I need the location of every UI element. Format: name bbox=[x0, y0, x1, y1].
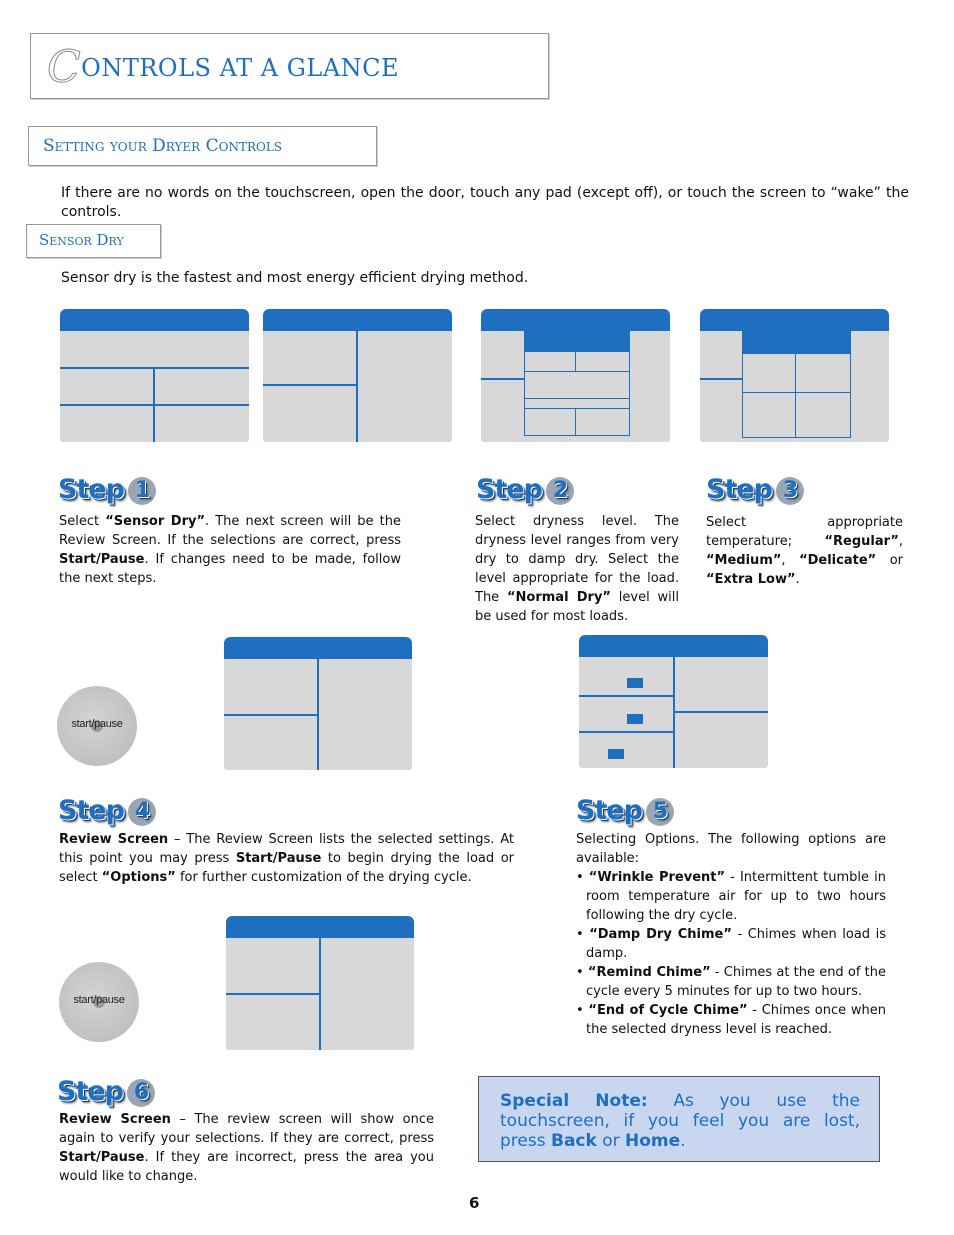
option-checkbox[interactable] bbox=[627, 678, 643, 688]
sensor-intro-text: Sensor dry is the fastest and most energy efficient drying method. bbox=[61, 270, 529, 286]
options-list bbox=[576, 868, 886, 1039]
screen-header-bar bbox=[224, 637, 412, 659]
screen-header-bar bbox=[263, 309, 452, 331]
screen-header-bar bbox=[579, 635, 768, 657]
step-6-text: Review Screen – The review screen will show once again to verify your selections. If they are correct, press Start/Pause. If they are incorrect, press the area you would like to change. bbox=[59, 1112, 434, 1184]
start-pause-knob-2[interactable] bbox=[59, 962, 139, 1042]
screen-header-bar bbox=[60, 309, 249, 331]
step-2-heading: Step 2 bbox=[476, 474, 574, 505]
step-2-text: Select dryness level. The dryness level ranges from very dry to damp dry. Select the level appropriate for the load. The “Normal Dry” level will be used for most loads. bbox=[475, 514, 679, 624]
screen-divider bbox=[319, 938, 321, 1050]
section-title-box bbox=[28, 126, 377, 166]
panel-header bbox=[743, 330, 850, 354]
step-4-text: Review Screen – The Review Screen lists the selected settings. At this point you may press Start/Pause to begin drying the load or select “Options” for further customization of the drying cycle. bbox=[59, 832, 514, 885]
step-5-intro: Selecting Options. The following options are available: bbox=[576, 832, 886, 866]
start-pause-knob[interactable] bbox=[57, 686, 137, 766]
screen-divider bbox=[673, 711, 768, 713]
knob-label: start/pause bbox=[71, 718, 123, 730]
screen-divider bbox=[481, 378, 526, 380]
list-item: • “End of Cycle Chime” - Chimes once when the selected dryness level is reached. bbox=[576, 1003, 886, 1037]
temperature-panel bbox=[742, 329, 851, 438]
intro-text: If there are no words on the touchscreen, open the door, touch any pad (except off), or touch the screen to “wake” the controls. bbox=[61, 185, 909, 220]
screen-divider bbox=[153, 367, 155, 442]
step-6-heading: Step 6 bbox=[57, 1076, 155, 1107]
screen-divider bbox=[579, 731, 673, 733]
screen-header-bar bbox=[226, 916, 414, 938]
panel-divider bbox=[525, 408, 629, 409]
section-title: Setting your Dryer Controls bbox=[43, 136, 283, 156]
step-1-text: Select “Sensor Dry”. The next screen will be the Review Screen. If the selections are correct, press Start/Pause. If changes need to be made, follow the next steps. bbox=[59, 514, 401, 586]
step-4-heading: Step 4 bbox=[58, 795, 156, 826]
screen-options[interactable] bbox=[579, 635, 768, 768]
option-checkbox[interactable] bbox=[627, 714, 643, 724]
page-number: 6 bbox=[469, 1194, 480, 1212]
screen-divider bbox=[317, 659, 319, 770]
option-checkbox[interactable] bbox=[608, 749, 624, 759]
step-5-heading: Step 5 bbox=[576, 795, 674, 826]
screen-divider bbox=[263, 384, 356, 386]
special-note-box bbox=[478, 1076, 880, 1162]
step-3-heading: Step 3 bbox=[706, 474, 804, 505]
screen-step2[interactable] bbox=[481, 309, 670, 442]
panel-divider bbox=[525, 398, 629, 399]
step-1-heading: Step 1 bbox=[58, 474, 156, 505]
panel-divider bbox=[575, 352, 576, 371]
panel-divider bbox=[795, 354, 796, 437]
panel-divider bbox=[743, 392, 850, 393]
screen-divider bbox=[226, 993, 319, 995]
dryness-panel bbox=[524, 327, 630, 436]
list-item: • “Wrinkle Prevent” - Intermittent tumble in room temperature air for up to two hours following the dry cycle. bbox=[576, 870, 886, 923]
step-3-text: Select appropriate temperature; “Regular”, “Medium”, “Delicate” or “Extra Low”. bbox=[706, 515, 904, 587]
page-title: CONTROLS AT A GLANCE bbox=[47, 42, 400, 93]
step-5-text bbox=[576, 830, 886, 1039]
subsection-title: Sensor Dry bbox=[39, 231, 124, 249]
page-title-box bbox=[30, 33, 549, 99]
panel-header bbox=[525, 328, 629, 352]
screen-step3[interactable] bbox=[700, 309, 889, 442]
screen-review[interactable] bbox=[224, 637, 412, 770]
knob-label: start/pause bbox=[73, 994, 125, 1006]
special-note-text: Special Note: As you use the touchscreen, if you feel you are lost, press Back or Home. bbox=[500, 1091, 861, 1151]
screen-header-bar bbox=[700, 309, 889, 331]
screen-divider bbox=[700, 378, 745, 380]
screen-divider bbox=[579, 695, 673, 697]
list-item: • “Damp Dry Chime” - Chimes when load is damp. bbox=[576, 927, 886, 961]
panel-divider bbox=[575, 408, 576, 435]
screen-step1[interactable] bbox=[60, 309, 249, 442]
screen-divider bbox=[224, 714, 317, 716]
screen-review-2[interactable] bbox=[226, 916, 414, 1050]
screen-step1b[interactable] bbox=[263, 309, 452, 442]
screen-divider bbox=[356, 331, 358, 442]
panel-divider bbox=[525, 371, 629, 372]
list-item: • “Remind Chime” - Chimes at the end of the cycle every 5 minutes for up to two hours. bbox=[576, 965, 887, 999]
subsection-title-box bbox=[26, 224, 161, 258]
